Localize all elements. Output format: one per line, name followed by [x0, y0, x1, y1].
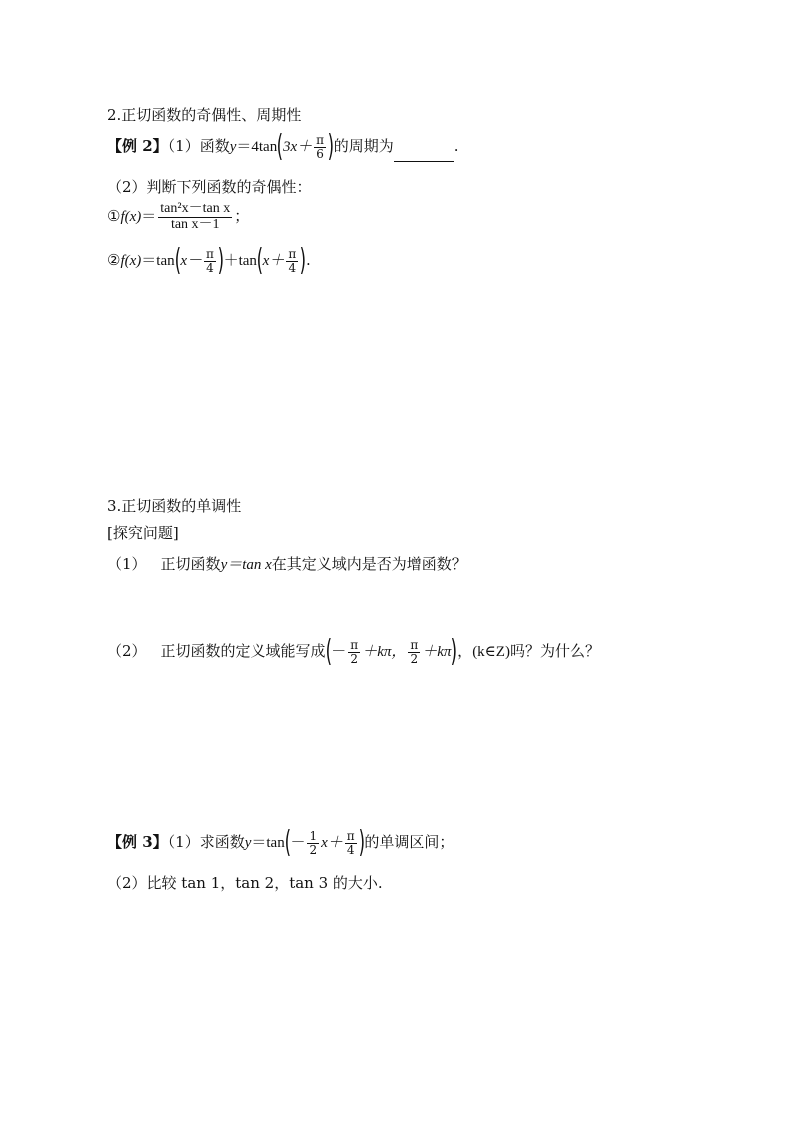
- semicolon: ；: [234, 207, 250, 226]
- arg-3x: 3x＋: [282, 139, 313, 155]
- q1-text-b: 在其定义域内是否为增函数？: [271, 555, 467, 573]
- left-paren: (: [325, 634, 332, 669]
- example-3-part-1: [107, 825, 455, 860]
- eq-1: ＝: [141, 207, 157, 226]
- q2-number: （2）: [107, 642, 147, 660]
- example-2-part-1-prefix: （1）函数: [167, 137, 230, 155]
- example-2-part-1: [107, 129, 459, 164]
- frac-num: tan²x－tan x: [160, 201, 231, 216]
- question-1: [107, 557, 467, 573]
- neg-sign: －: [290, 835, 306, 851]
- frac-den: 4: [345, 843, 357, 857]
- end-dot: .: [453, 137, 459, 155]
- section-3-heading: 3.正切函数的单调性: [107, 497, 242, 515]
- eq-tan: ＝tan: [251, 835, 285, 851]
- frac-num: π: [316, 132, 324, 147]
- plus-kpi-1: ＋kπ，: [362, 644, 407, 660]
- end-dot: .: [305, 251, 311, 269]
- left-paren: (: [174, 243, 181, 278]
- ex3-p1-prefix: （1）求函数: [167, 833, 245, 851]
- example-2-part-2: （2）判断下列函数的奇偶性：: [107, 178, 312, 196]
- frac-num: π: [350, 637, 359, 652]
- right-paren: ): [358, 825, 365, 860]
- arg-x-plus: x＋: [262, 253, 285, 269]
- example-3-tag: 【例 3】: [107, 833, 168, 851]
- frac-den: 2: [309, 842, 318, 857]
- example-3-part-2: （2）比较 tan 1，tan 2，tan 3 的大小.: [107, 874, 383, 892]
- frac-den: 4: [286, 261, 298, 275]
- left-paren: (: [284, 825, 291, 860]
- ex3-p1-suffix: 的单调区间；: [364, 833, 455, 851]
- q2-text-a: 正切函数的定义域能写成: [160, 642, 326, 660]
- frac-den: 2: [408, 652, 420, 666]
- k-in-z: (k∈Z): [472, 644, 510, 660]
- right-paren: ): [217, 243, 224, 278]
- function-2: [107, 243, 311, 278]
- frac-num: π: [288, 246, 297, 261]
- fraction-pi-over-4: [345, 830, 357, 856]
- fraction-pi-over-4: [204, 248, 216, 274]
- section-2-heading: 2.正切函数的奇偶性、周期性: [107, 106, 302, 124]
- frac-num: 1: [309, 828, 318, 843]
- y-var: y: [244, 835, 252, 851]
- left-paren: (: [256, 243, 264, 278]
- eq-4tan: ＝4tan: [236, 139, 278, 155]
- left-paren: (: [276, 129, 284, 164]
- fraction-pi-over-4: [286, 248, 298, 274]
- q2-text-b: 吗？为什么？: [509, 642, 600, 660]
- fraction-tan: [158, 202, 232, 232]
- x-plus: x＋: [321, 835, 343, 851]
- circle-2: ②: [107, 251, 121, 269]
- example-2-tag: 【例 2】: [107, 137, 168, 155]
- q1-number: （1）: [107, 555, 147, 573]
- frac-den: 4: [204, 261, 216, 275]
- circle-1: ①: [107, 207, 121, 226]
- answer-blank: [394, 149, 454, 162]
- y-var: y: [229, 139, 237, 155]
- plus-kpi-2: ＋kπ: [422, 644, 452, 660]
- frac-den: tan x－1: [158, 217, 232, 233]
- explore-label: [探究问题]: [107, 524, 179, 542]
- q1-math: y＝tan x: [220, 557, 272, 573]
- q1-text-a: 正切函数: [160, 555, 221, 573]
- question-2: （2） 正切函数的定义域能写成(－ $\frac{\pi}{2}$ ＋kπ， $\frac{\pi}{2}$ ＋kπ)，(k∈Z)吗？为什么？: [107, 634, 600, 669]
- neg-sign: －: [331, 644, 347, 660]
- arg-x-minus: x－: [180, 253, 202, 269]
- eq-tan: ＝tan: [141, 253, 175, 269]
- fraction-pi-over-2: [408, 639, 420, 665]
- right-paren: ): [451, 634, 458, 669]
- right-paren: ): [327, 129, 335, 164]
- period-suffix: 的周期为: [333, 137, 394, 155]
- frac-den: 2: [348, 652, 360, 666]
- frac-num: π: [346, 828, 355, 843]
- fraction-one-half: [307, 830, 319, 856]
- right-paren: ): [299, 243, 307, 278]
- frac-num: π: [206, 246, 214, 261]
- fx-1: f(x): [120, 209, 142, 226]
- plus-tan: ＋tan: [223, 253, 257, 269]
- frac-num: π: [410, 637, 419, 652]
- fraction-pi-over-6: [314, 134, 326, 160]
- fx-2: f(x): [120, 253, 142, 269]
- function-1: [107, 202, 249, 232]
- fraction-pi-over-2: [348, 639, 360, 665]
- frac-den: 6: [314, 147, 326, 161]
